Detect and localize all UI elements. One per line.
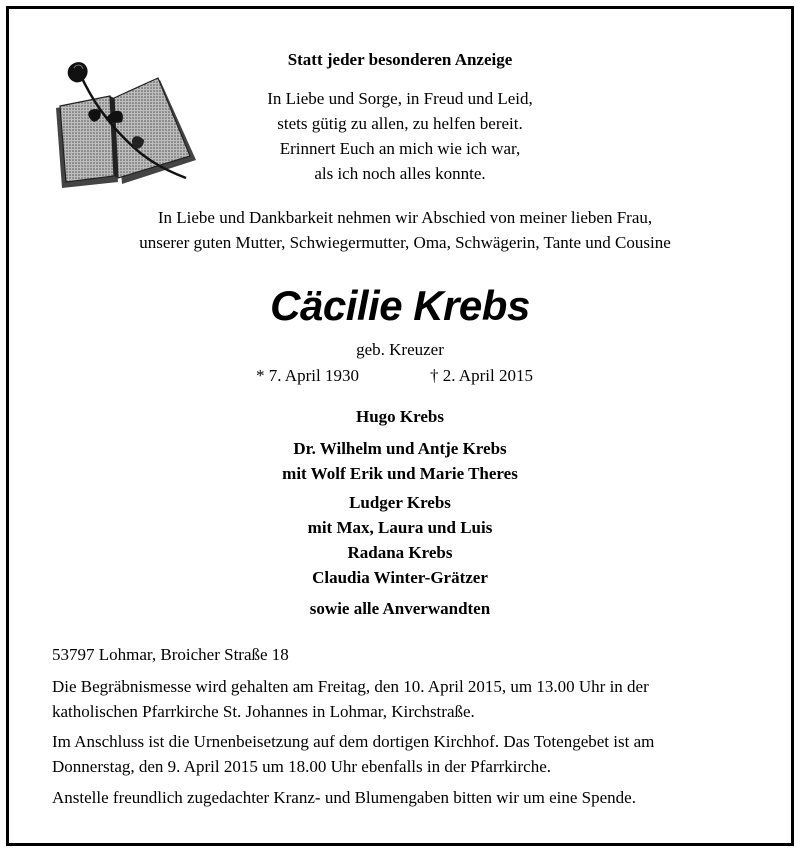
- family-group: [150, 490, 650, 590]
- burial-line: Im Anschluss ist die Urnenbeisetzung auf dem dortigen Kirchhof. Das Totengebet ist am: [52, 732, 655, 751]
- poem: [200, 86, 600, 186]
- family-member: Dr. Wilhelm und Antje Krebs: [293, 439, 507, 458]
- mass-line: Die Begräbnismesse wird gehalten am Freitag, den 10. April 2015, um 13.00 Uhr in der: [52, 677, 649, 696]
- intro-line: In Liebe und Dankbarkeit nehmen wir Abschied von meiner lieben Frau,: [157, 208, 653, 227]
- family-closing: sowie alle Anverwandten: [309, 599, 491, 618]
- notice-heading: Statt jeder besonderen Anzeige: [287, 50, 513, 69]
- family-member: Ludger Krebs: [349, 493, 451, 512]
- birth-name: geb. Kreuzer: [356, 340, 444, 359]
- burial-line: Donnerstag, den 9. April 2015 um 18.00 Uhr ebenfalls in der Pfarrkirche.: [52, 757, 552, 776]
- poem-line: In Liebe und Sorge, in Freud und Leid,: [267, 89, 533, 108]
- poem-line: als ich noch alles konnte.: [314, 164, 486, 183]
- address: 53797 Lohmar, Broicher Straße 18: [52, 645, 289, 664]
- family-member: mit Max, Laura und Luis: [307, 518, 493, 537]
- family-member: Radana Krebs: [347, 543, 453, 562]
- birth-date: * 7. April 1930: [256, 366, 359, 385]
- mass-line: katholischen Pfarrkirche St. Johannes in Lohmar, Kirchstraße.: [52, 702, 475, 721]
- mass-info: [52, 674, 745, 724]
- book-with-rose-icon: [48, 60, 198, 190]
- poem-line: Erinnert Euch an mich wie ich war,: [279, 139, 521, 158]
- family-group: [150, 436, 650, 486]
- death-date: † 2. April 2015: [430, 366, 533, 385]
- intro-text: [60, 205, 750, 255]
- family-member: mit Wolf Erik und Marie Theres: [282, 464, 518, 483]
- intro-line: unserer guten Mutter, Schwiegermutter, Oma, Schwägerin, Tante und Cousine: [139, 233, 671, 252]
- poem-line: stets gütig zu allen, zu helfen bereit.: [277, 114, 523, 133]
- family-member: Claudia Winter-Grätzer: [312, 568, 488, 587]
- family-spouse: Hugo Krebs: [355, 407, 444, 426]
- burial-info: [52, 729, 745, 779]
- deceased-name: Cäcilie Krebs: [270, 282, 530, 329]
- donation-info: Anstelle freundlich zugedachter Kranz- und Blumengaben bitten wir um eine Spende.: [52, 788, 636, 807]
